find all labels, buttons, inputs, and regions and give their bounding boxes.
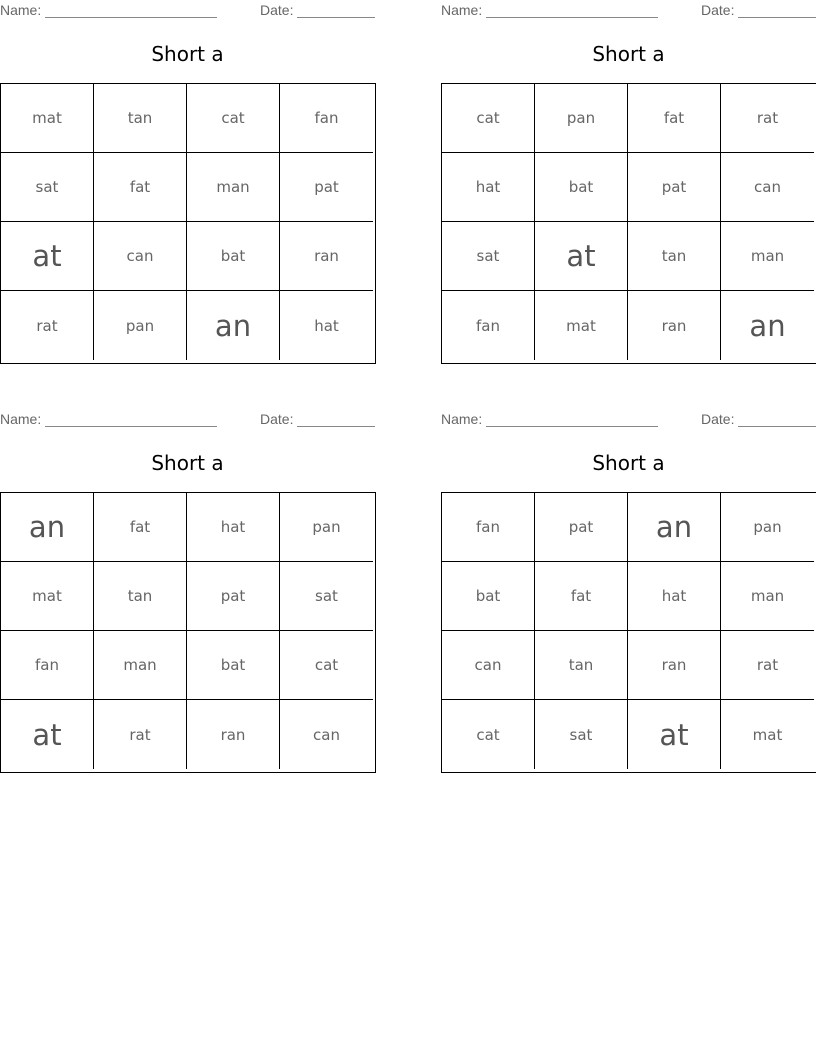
bingo-cell-word-family: an [1,493,94,562]
bingo-cell: cat [442,700,535,769]
bingo-cell: can [442,631,535,700]
name-blank-line [486,2,658,18]
bingo-cell: fat [535,562,628,631]
bingo-cell: man [721,222,814,291]
name-blank-line [45,411,217,427]
bingo-cell: sat [1,153,94,222]
bingo-cell-word-family: at [1,222,94,291]
bingo-cell-word-family: at [628,700,721,769]
bingo-cell: can [313,725,340,744]
bingo-grid [441,492,816,773]
bingo-cell-word-family: an [749,308,786,343]
name-blank-line [486,411,658,427]
date-label: Date: [260,2,294,18]
date-blank-line [738,411,816,427]
name-label: Name: [441,2,483,18]
bingo-cell: pan [721,493,814,562]
bingo-cell: fan [442,291,535,360]
bingo-card [441,409,816,773]
bingo-cell: rat [721,84,814,153]
card-title: Short a [151,451,224,475]
name-label: Name: [0,411,42,427]
bingo-cell: hat [442,153,535,222]
bingo-cell: ran [628,291,721,360]
bingo-cell: sat [442,222,535,291]
bingo-cell: sat [535,700,628,769]
date-blank-line [738,2,816,18]
bingo-cell-word-family: at [535,222,628,291]
bingo-cell: bat [535,153,628,222]
bingo-cell: mat [1,84,94,153]
bingo-cell: bat [187,631,280,700]
bingo-cell: tan [535,631,628,700]
name-label: Name: [0,2,42,18]
bingo-cell: bat [187,222,280,291]
bingo-cell: sat [280,562,373,631]
bingo-cell: hat [187,493,280,562]
bingo-cell: fan [280,84,373,153]
bingo-card [441,0,816,364]
card-title: Short a [592,451,665,475]
date-label: Date: [701,2,735,18]
bingo-cell: tan [628,222,721,291]
bingo-cell: fan [1,631,94,700]
bingo-cell: bat [442,562,535,631]
name-date-header [0,2,375,20]
bingo-cell: pat [280,153,373,222]
bingo-cell: can [721,153,814,222]
card-title: Short a [592,42,665,66]
bingo-card [0,409,375,773]
bingo-cell: cat [280,631,373,700]
bingo-grid [441,83,816,364]
name-blank-line [45,2,217,18]
bingo-cell: fan [442,493,535,562]
name-label: Name: [441,411,483,427]
bingo-cell-word-family: at [1,700,94,769]
card-title: Short a [151,42,224,66]
date-label: Date: [701,411,735,427]
bingo-cell: man [187,153,280,222]
bingo-cell: mat [535,291,628,360]
date-blank-line [297,411,375,427]
bingo-cell-word-family: an [187,291,280,360]
bingo-cell: ran [280,222,373,291]
bingo-cell: hat [314,316,339,335]
bingo-grid [0,492,376,773]
name-date-header [0,411,375,429]
bingo-grid [0,83,376,364]
bingo-cell: pan [535,84,628,153]
bingo-card [0,0,375,364]
bingo-cell: ran [187,700,280,769]
date-label: Date: [260,411,294,427]
bingo-cell: rat [94,700,187,769]
bingo-cell: pat [628,153,721,222]
bingo-cell: rat [721,631,814,700]
bingo-cell: mat [752,725,783,744]
bingo-cell: pat [187,562,280,631]
bingo-cell: tan [94,562,187,631]
bingo-cell: man [94,631,187,700]
bingo-cell: fat [94,153,187,222]
bingo-cell: pat [535,493,628,562]
bingo-cell: pan [94,291,187,360]
bingo-cell: cat [442,84,535,153]
bingo-cell-word-family: an [628,493,721,562]
name-date-header [441,2,816,20]
bingo-cell: rat [1,291,94,360]
bingo-cell: mat [1,562,94,631]
bingo-cell: fat [628,84,721,153]
bingo-cell: tan [94,84,187,153]
bingo-cell: pan [280,493,373,562]
date-blank-line [297,2,375,18]
bingo-cell: fat [94,493,187,562]
bingo-cell: can [94,222,187,291]
bingo-cell: ran [628,631,721,700]
bingo-cell: hat [628,562,721,631]
bingo-cell: man [721,562,814,631]
name-date-header [441,411,816,429]
bingo-cell: cat [187,84,280,153]
